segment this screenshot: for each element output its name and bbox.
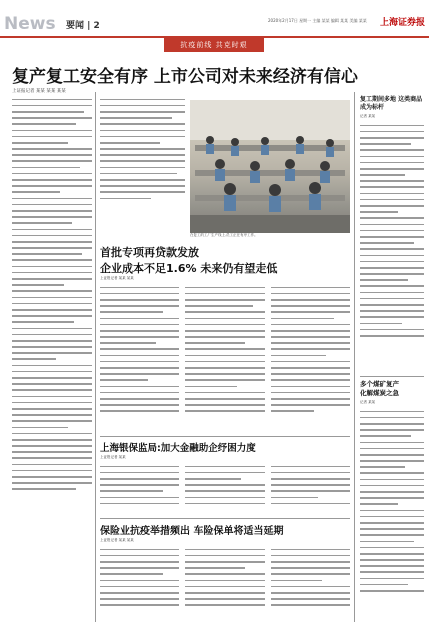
factory-photo [190,100,350,233]
column-rule [95,92,96,622]
story-right-bottom-body [360,406,424,622]
main-story-column-1 [12,94,92,620]
issue-info: 2020年2月17日 星期一 主编 某某 编辑 某某 美编 某某 [268,18,367,23]
main-story-column-2 [100,94,185,234]
story-right-top-body [360,120,424,370]
section-label: 要闻 | 2 [66,21,100,31]
section-rule [100,518,350,519]
story-mid-title-line1: 首批专项再贷款发放 [100,246,199,259]
story-bank-byline: 上证报记者 某某 [100,455,126,459]
story-mid-title-line2: 企业成本不足1.6% 未来仍有望走低 [100,262,278,275]
story-right-bottom-byline: 记者 某某 [360,400,376,404]
story-right-bottom-title-line2: 化解煤炭之急 [360,389,399,397]
story-insurance-body [100,544,350,622]
section-rule [100,436,350,437]
story-mid-byline: 上证报记者 某某 某某 [100,276,134,280]
story-right-top-title: 复工期间多地 这类商品成为标杆 [360,96,423,111]
factory-photo-illustration [190,100,350,233]
main-headline: 复产复工安全有序 上市公司对未来经济有信心 [12,67,358,87]
story-insurance-byline: 上证报记者 某某 某某 [100,538,134,542]
paper-name: 上海证券报 [380,18,426,28]
story-insurance-title: 保险业抗疫举措频出 车险保单将适当延期 [100,526,284,537]
banner: 抗疫前线 共克时艰 [164,38,264,52]
story-bank-body [100,461,350,517]
photo-caption: 在复工的工厂生产线上,员工正在有序工作。 [190,233,258,237]
story-bank-title: 上海银保监局:加大金融助企纾困力度 [100,443,256,454]
section-rule [360,376,424,377]
story-right-top-byline: 记者 某某 [360,114,376,118]
story-right-bottom-title-line1: 多个煤矿复产 [360,380,399,388]
news-logo: News [4,14,56,34]
masthead [0,0,429,37]
column-rule [354,92,355,622]
main-byline: 上证报记者 某某 某某 某某 [12,89,66,94]
story-mid-body [100,282,350,432]
